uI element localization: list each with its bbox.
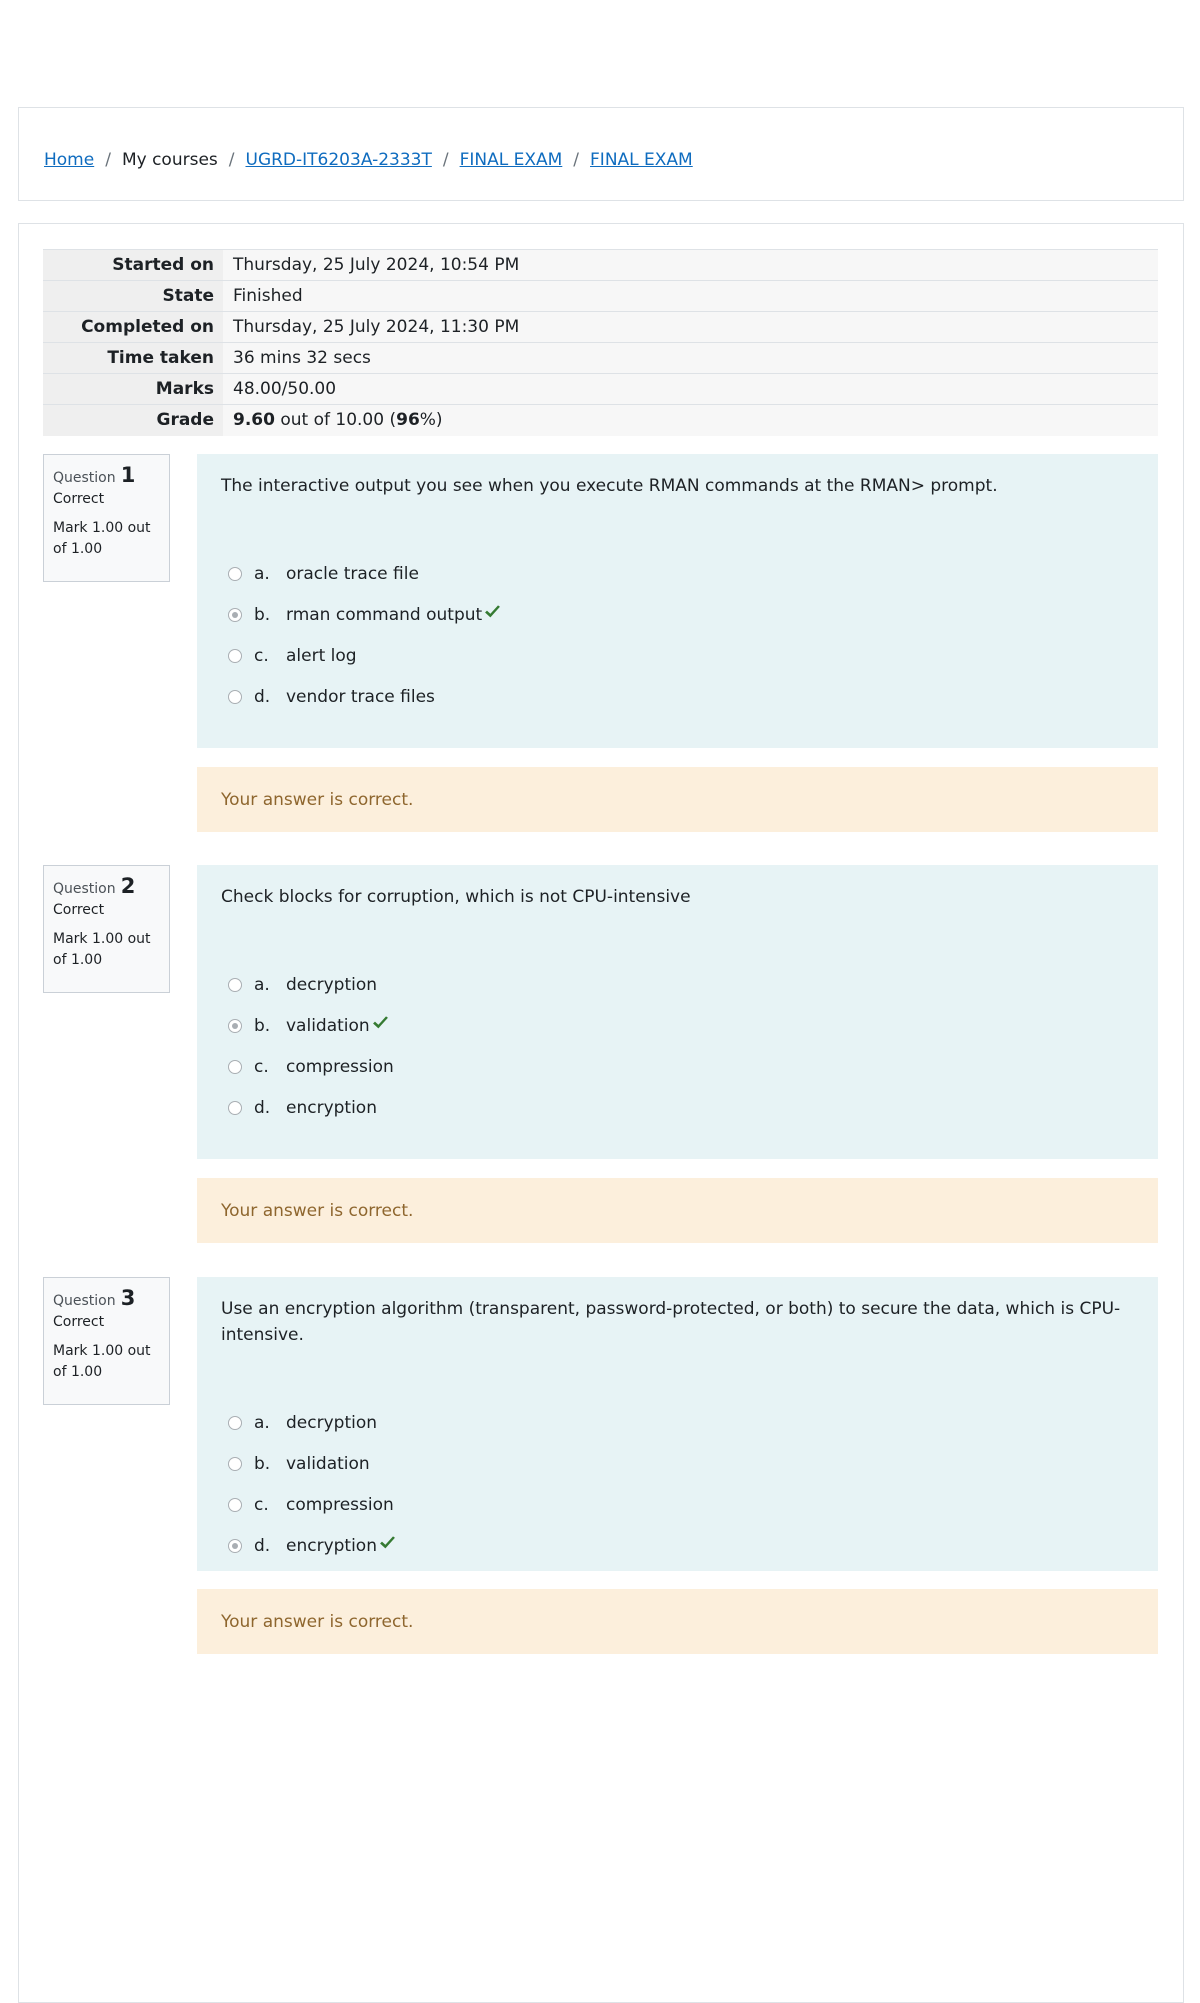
summary-row-grade <box>43 405 1158 436</box>
answer-letter: b. <box>254 1015 271 1036</box>
answer-option <box>221 635 1134 676</box>
question-info <box>43 1277 170 1405</box>
answer-text: validation <box>286 1453 370 1474</box>
breadcrumb-my-courses: My courses <box>121 150 218 170</box>
answer-radio[interactable] <box>228 1457 242 1471</box>
question-state: Correct <box>53 902 105 918</box>
answer-letter: c. <box>254 1494 269 1515</box>
answer-letter: c. <box>254 1056 269 1077</box>
answer-text: alert log <box>286 645 357 666</box>
answer-list <box>221 553 1134 717</box>
answer-radio[interactable] <box>228 1498 242 1512</box>
answer-letter: d. <box>254 686 271 707</box>
question-grade: Mark 1.00 out of 1.00 <box>53 1343 151 1380</box>
summary-row-started <box>43 250 1158 281</box>
answer-option <box>221 1005 1134 1046</box>
summary-row-marks <box>43 374 1158 405</box>
breadcrumb-separator: / <box>228 150 235 170</box>
question-state: Correct <box>53 491 105 507</box>
answer-letter: c. <box>254 645 269 666</box>
answer-option <box>221 964 1134 1005</box>
question-state: Correct <box>53 1314 105 1330</box>
question-text: Check blocks for corruption, which is not CPU-intensive <box>221 887 691 907</box>
answer-text: validation <box>286 1015 370 1036</box>
breadcrumb-section-link[interactable]: FINAL EXAM <box>459 150 563 170</box>
question-content <box>197 454 1158 748</box>
question-grade: Mark 1.00 out of 1.00 <box>53 520 151 557</box>
question-feedback: Your answer is correct. <box>197 767 1158 832</box>
answer-letter: a. <box>254 974 270 995</box>
answer-radio[interactable] <box>228 608 242 622</box>
grade-suffix: %) <box>419 410 443 431</box>
answer-letter: d. <box>254 1097 271 1118</box>
breadcrumb-separator: / <box>442 150 449 170</box>
answer-text: decryption <box>286 1412 378 1433</box>
answer-radio[interactable] <box>228 1019 242 1033</box>
marks-value: 48.00/50.00 <box>223 374 1158 405</box>
breadcrumb-separator: / <box>573 150 580 170</box>
question-info <box>43 865 170 993</box>
breadcrumb-course-link[interactable]: UGRD-IT6203A-2333T <box>245 150 432 170</box>
completed-on-label: Completed on <box>43 312 223 343</box>
grade-label: Grade <box>43 405 223 436</box>
answer-letter: a. <box>254 563 270 584</box>
question-number: 1 <box>120 463 136 487</box>
answer-option <box>221 553 1134 594</box>
time-taken-label: Time taken <box>43 343 223 374</box>
grade-value <box>223 405 1158 436</box>
question-grade: Mark 1.00 out of 1.00 <box>53 931 151 968</box>
answer-text: compression <box>286 1494 394 1515</box>
breadcrumb-home-link[interactable]: Home <box>44 150 95 170</box>
time-taken-value: 36 mins 32 secs <box>223 343 1158 374</box>
completed-on-value: Thursday, 25 July 2024, 11:30 PM <box>223 312 1158 343</box>
check-icon <box>372 1016 389 1030</box>
question-text: The interactive output you see when you execute RMAN commands at the RMAN> prompt. <box>221 476 998 496</box>
answer-option <box>221 594 1134 635</box>
breadcrumb-container <box>18 107 1184 201</box>
grade-out-of: out of 10.00 ( <box>274 410 397 431</box>
answer-option <box>221 1087 1134 1128</box>
answer-option <box>221 1046 1134 1087</box>
answer-radio[interactable] <box>228 567 242 581</box>
answer-list <box>221 1402 1134 1566</box>
breadcrumb-separator: / <box>105 150 111 170</box>
answer-radio[interactable] <box>228 690 242 704</box>
answer-option <box>221 1443 1134 1484</box>
summary-row-state <box>43 281 1158 312</box>
question-label: Question <box>53 470 116 486</box>
answer-text: oracle trace file <box>286 563 419 584</box>
question-label: Question <box>53 881 116 897</box>
breadcrumb <box>44 150 693 170</box>
answer-radio[interactable] <box>228 1060 242 1074</box>
check-icon <box>379 1536 396 1550</box>
started-on-value: Thursday, 25 July 2024, 10:54 PM <box>223 250 1158 281</box>
answer-option <box>221 1402 1134 1443</box>
question-number: 3 <box>120 1286 136 1310</box>
answer-letter: a. <box>254 1412 270 1433</box>
answer-radio[interactable] <box>228 1101 242 1115</box>
question-content <box>197 1277 1158 1571</box>
answer-letter: b. <box>254 604 271 625</box>
answer-radio[interactable] <box>228 978 242 992</box>
question-info <box>43 454 170 582</box>
question-label: Question <box>53 1293 116 1309</box>
question-feedback: Your answer is correct. <box>197 1589 1158 1654</box>
grade-percent: 96 <box>396 410 420 431</box>
answer-radio[interactable] <box>228 1416 242 1430</box>
answer-option <box>221 1484 1134 1525</box>
answer-text: decryption <box>286 974 378 995</box>
answer-list <box>221 964 1134 1128</box>
question-number: 2 <box>120 874 136 898</box>
marks-label: Marks <box>43 374 223 405</box>
summary-row-completed <box>43 312 1158 343</box>
started-on-label: Started on <box>43 250 223 281</box>
answer-option <box>221 1525 1134 1566</box>
answer-option <box>221 676 1134 717</box>
answer-text: rman command output <box>286 604 483 625</box>
question-feedback: Your answer is correct. <box>197 1178 1158 1243</box>
answer-text: encryption <box>286 1535 377 1556</box>
state-value: Finished <box>223 281 1158 312</box>
answer-radio[interactable] <box>228 1539 242 1553</box>
state-label: State <box>43 281 223 312</box>
summary-row-time <box>43 343 1158 374</box>
attempt-summary-table <box>43 249 1158 436</box>
answer-radio[interactable] <box>228 649 242 663</box>
answer-text: vendor trace files <box>286 686 435 707</box>
answer-letter: b. <box>254 1453 271 1474</box>
question-text: Use an encryption algorithm (transparent, password-protected, or both) to secure the data, which is CPU-intensive. <box>221 1299 1121 1345</box>
grade-score: 9.60 <box>233 410 275 431</box>
answer-text: encryption <box>286 1097 377 1118</box>
breadcrumb-quiz-link[interactable]: FINAL EXAM <box>590 150 693 170</box>
answer-letter: d. <box>254 1535 271 1556</box>
answer-text: compression <box>286 1056 394 1077</box>
question-content <box>197 865 1158 1159</box>
check-icon <box>484 605 501 619</box>
